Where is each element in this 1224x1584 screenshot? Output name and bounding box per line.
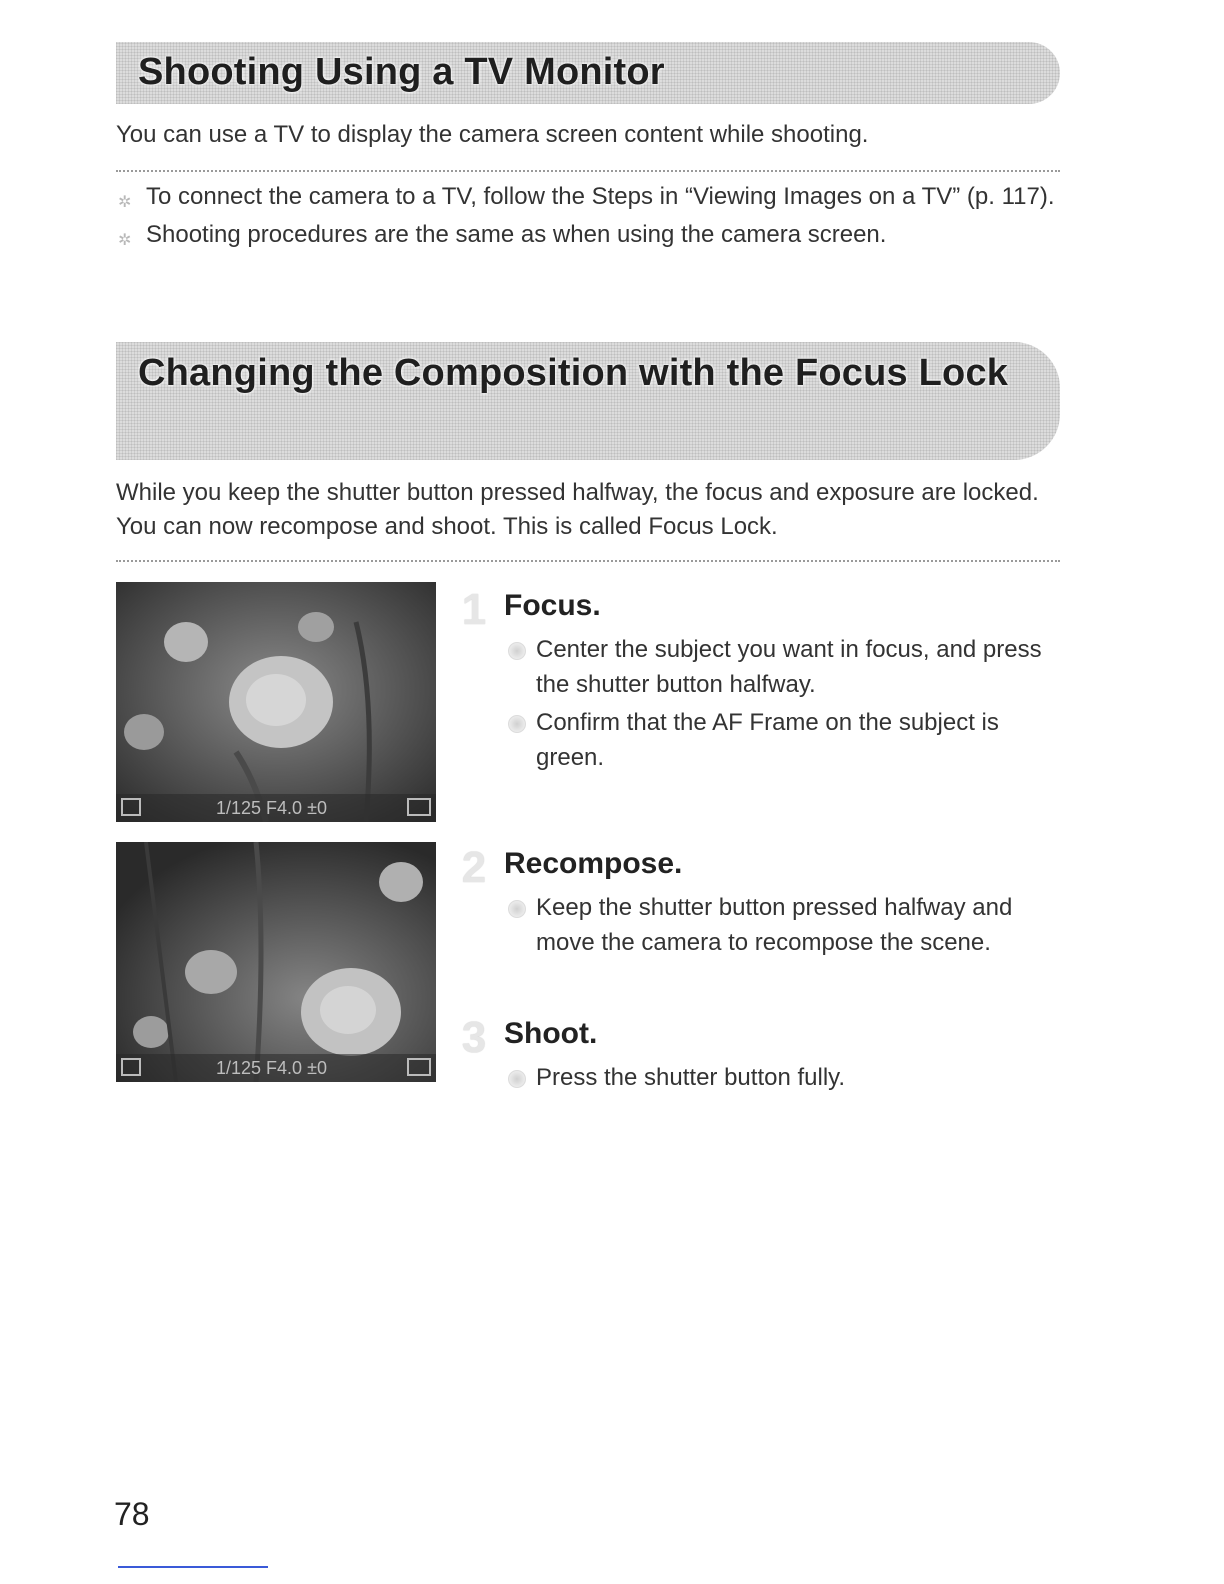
list-item <box>116 180 1066 214</box>
flower-photo-image <box>116 842 436 1082</box>
section-title-focus-lock: Changing the Composition with the Focus Lock <box>138 352 1009 394</box>
section-intro-tv-monitor: You can use a TV to display the camera screen content while shooting. <box>116 121 869 148</box>
flower-photo-image <box>116 582 436 822</box>
step-number: 1 <box>461 585 487 634</box>
exposure-readout: 1/125 F4.0 ±0 <box>216 1058 327 1078</box>
bullet-text: To connect the camera to a TV, follow the Steps in “Viewing Images on a TV” (p. 117). <box>146 183 1055 210</box>
section-title-tv-monitor: Shooting Using a TV Monitor <box>138 51 665 93</box>
step-title: Recompose. <box>504 847 683 880</box>
bullet-text: Center the subject you want in focus, and press the shutter button halfway. <box>536 636 1042 698</box>
page-number: 78 <box>114 1496 150 1532</box>
exposure-readout: 1/125 F4.0 ±0 <box>216 798 327 818</box>
bullet-dot-icon <box>508 900 526 918</box>
tv-monitor-bullet-list <box>116 180 1066 256</box>
step-bullet-list <box>504 890 1064 963</box>
step-title: Focus. <box>504 589 601 622</box>
bullet-star-icon: ✲ <box>118 194 132 211</box>
page-underline <box>118 1566 268 1568</box>
bullet-star-icon: ✲ <box>118 232 132 249</box>
dotted-divider <box>116 560 1060 562</box>
step-bullet-list <box>504 632 1064 778</box>
list-item <box>116 218 1066 252</box>
camera-screen-photo-recompose <box>116 842 436 1082</box>
bullet-text: Keep the shutter button pressed halfway and move the camera to recompose the scene. <box>536 894 1013 956</box>
section-header-focus-lock <box>116 342 1060 460</box>
step-bullet-list <box>504 1060 1064 1098</box>
section-header-tv-monitor <box>116 42 1060 104</box>
bullet-text: Press the shutter button fully. <box>536 1064 846 1091</box>
bullet-dot-icon <box>508 1070 526 1088</box>
bullet-dot-icon <box>508 715 526 733</box>
step-title: Shoot. <box>504 1017 598 1050</box>
list-item <box>504 1060 1064 1095</box>
bullet-text: Shooting procedures are the same as when using the camera screen. <box>146 221 887 248</box>
list-item <box>504 890 1064 960</box>
step-number: 2 <box>461 843 487 892</box>
list-item <box>504 632 1064 702</box>
bullet-dot-icon <box>508 642 526 660</box>
bullet-text: Confirm that the AF Frame on the subject is green. <box>536 709 999 771</box>
step-number: 3 <box>461 1013 487 1062</box>
camera-screen-photo-focus <box>116 582 436 822</box>
section-intro-focus-lock: While you keep the shutter button pressed halfway, the focus and exposure are locked. You can now recompose and shoot. This is called Focus Lock. <box>116 479 1039 540</box>
list-item <box>504 705 1064 775</box>
dotted-divider <box>116 170 1060 172</box>
